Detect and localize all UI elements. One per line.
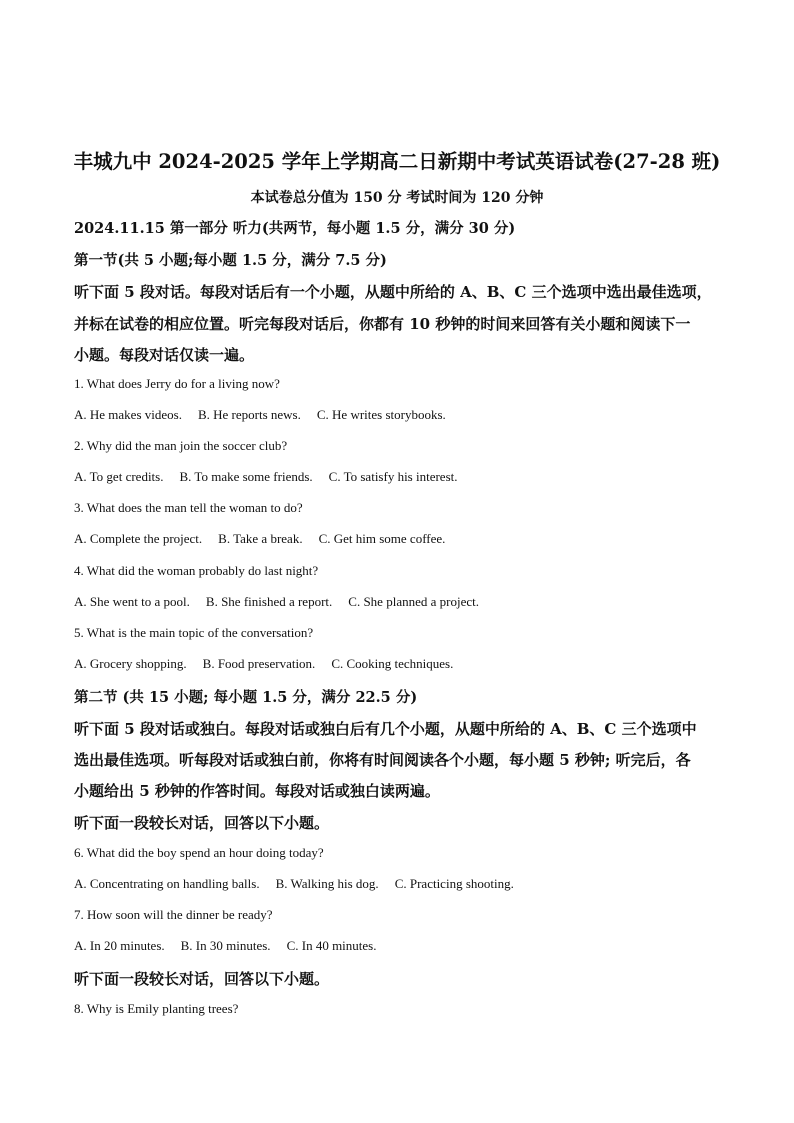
option-b: B. She finished a report. bbox=[205, 594, 333, 609]
question-7: 7. How soon will the dinner be ready? bbox=[74, 907, 273, 922]
option-a: A. He makes videos. bbox=[74, 407, 182, 422]
section1-instruction-line: 并标在试卷的相应位置。听完每段对话后，你都有 10 秒钟的时间来回答有关小题和阅读下一 bbox=[74, 315, 691, 333]
part1-heading: 2024.11.15 第一部分 听力(共两节，每小题 1.5 分，满分 30 分) bbox=[74, 220, 516, 237]
option-b: B. Food preservation. bbox=[202, 656, 316, 671]
option-c: C. In 40 minutes. bbox=[286, 938, 377, 953]
option-c: C. He writes storybooks. bbox=[316, 407, 446, 422]
group-intro: 听下面一段较长对话，回答以下小题。 bbox=[74, 814, 330, 832]
section2-heading: 第二节 (共 15 小题; 每小题 1.5 分，满分 22.5 分) bbox=[74, 689, 418, 706]
question-6-options bbox=[74, 876, 724, 892]
question-1-options bbox=[74, 407, 724, 423]
question-5: 5. What is the main topic of the conversation? bbox=[74, 625, 314, 640]
option-a: A. In 20 minutes. bbox=[74, 938, 165, 953]
question-6: 6. What did the boy spend an hour doing today? bbox=[74, 845, 324, 860]
option-a: A. Concentrating on handling balls. bbox=[74, 876, 260, 891]
section2-instruction-line: 小题给出 5 秒钟的作答时间。每段对话或独白读两遍。 bbox=[74, 782, 440, 800]
option-c: C. Get him some coffee. bbox=[318, 531, 446, 546]
section1-instruction-line: 小题。每段对话仅读一遍。 bbox=[74, 346, 255, 364]
question-3: 3. What does the man tell the woman to do? bbox=[74, 500, 303, 515]
option-c: C. She planned a project. bbox=[348, 594, 479, 609]
page-title: 丰城九中 2024-2025 学年上学期高二日新期中考试英语试卷(27-28 班) bbox=[73, 150, 721, 173]
option-b: B. To make some friends. bbox=[179, 469, 313, 484]
question-4: 4. What did the woman probably do last night? bbox=[74, 563, 319, 578]
option-c: C. To satisfy his interest. bbox=[328, 469, 458, 484]
question-7-options bbox=[74, 938, 724, 954]
section1-heading: 第一节(共 5 小题;每小题 1.5 分，满分 7.5 分) bbox=[74, 252, 387, 269]
question-4-options bbox=[74, 594, 724, 610]
option-b: B. Take a break. bbox=[218, 531, 303, 546]
option-a: A. She went to a pool. bbox=[74, 594, 190, 609]
option-b: B. In 30 minutes. bbox=[180, 938, 271, 953]
exam-subtitle: 本试卷总分值为 150 分 考试时间为 120 分钟 bbox=[250, 190, 544, 206]
option-b: B. He reports news. bbox=[197, 407, 301, 422]
question-2: 2. Why did the man join the soccer club? bbox=[74, 438, 288, 453]
option-c: C. Practicing shooting. bbox=[394, 876, 514, 891]
option-b: B. Walking his dog. bbox=[275, 876, 379, 891]
option-c: C. Cooking techniques. bbox=[331, 656, 454, 671]
question-1: 1. What does Jerry do for a living now? bbox=[74, 376, 280, 391]
group-intro: 听下面一段较长对话，回答以下小题。 bbox=[74, 970, 330, 988]
option-a: A. Complete the project. bbox=[74, 531, 203, 546]
section1-instruction-line: 听下面 5 段对话。每段对话后有一个小题，从题中所给的 A、B、C 三个选项中选出最佳选项， bbox=[74, 283, 712, 301]
section2-instruction-line: 听下面 5 段对话或独白。每段对话或独白后有几个小题，从题中所给的 A、B、C 三个选项中 bbox=[74, 720, 697, 738]
question-3-options bbox=[74, 531, 724, 547]
question-5-options bbox=[74, 656, 724, 672]
question-2-options bbox=[74, 469, 724, 485]
section2-instruction-line: 选出最佳选项。听每段对话或独白前，你将有时间阅读各个小题，每小题 5 秒钟; 听完后，各 bbox=[74, 751, 691, 769]
question-8: 8. Why is Emily planting trees? bbox=[74, 1001, 239, 1016]
option-a: A. To get credits. bbox=[74, 469, 164, 484]
option-a: A. Grocery shopping. bbox=[74, 656, 187, 671]
